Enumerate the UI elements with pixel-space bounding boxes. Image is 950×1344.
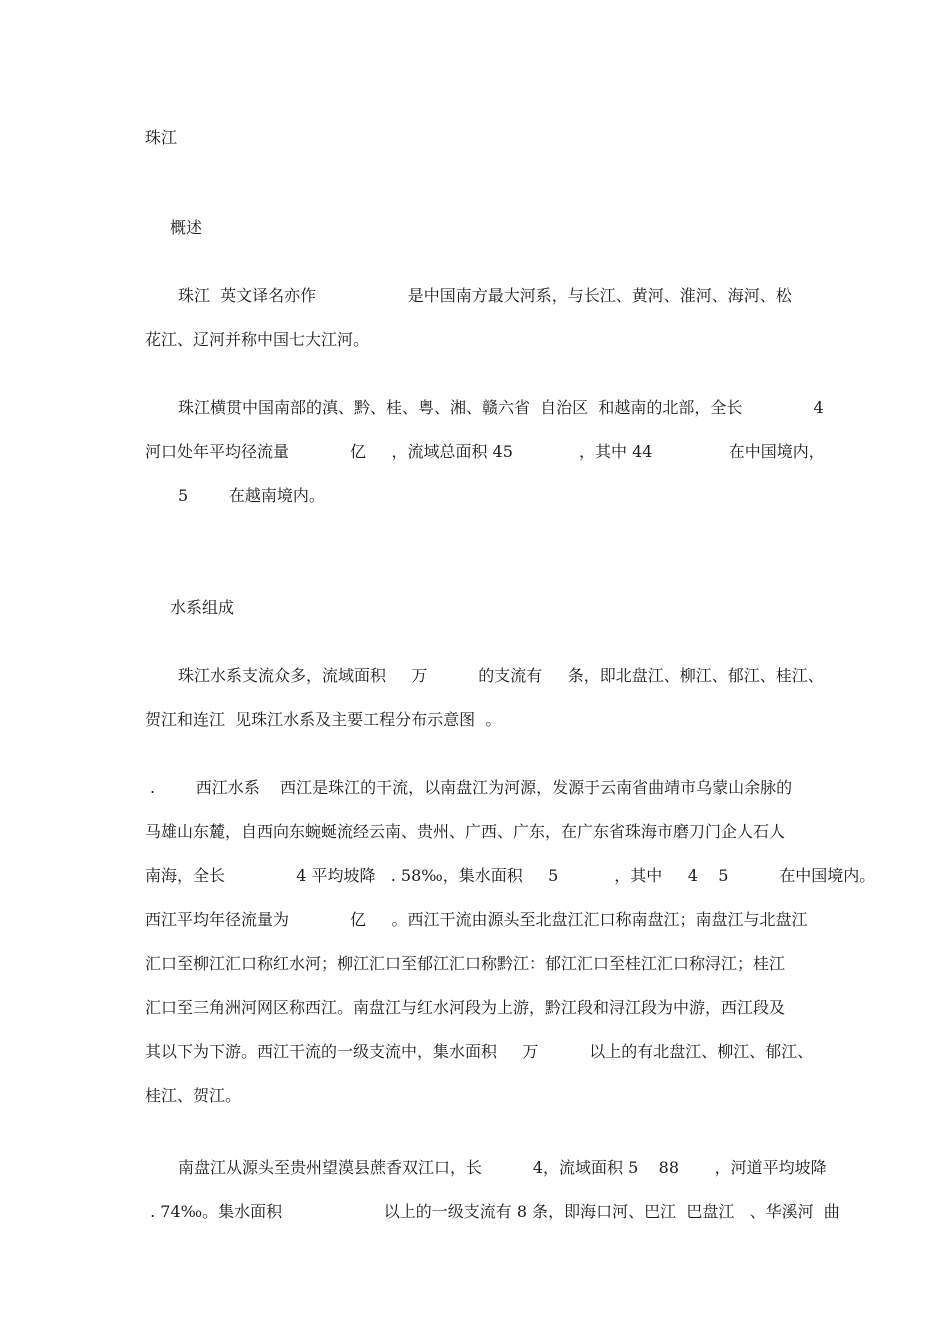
paragraph-line: 珠江 英文译名亦作 是中国南方最大河系，与长江、黄河、淮河、海河、松	[178, 286, 792, 305]
paragraph-line: 河口处年平均径流量 亿 ，流域总面积 45 ，其中 44 在中国境内，	[145, 442, 825, 461]
paragraph-line: . 74‰。集水面积 以上的一级支流有 8 条，即海口河、巴江 巴盘江 、华溪河 曲	[145, 1202, 840, 1221]
paragraph-line: 桂江、贺江。	[145, 1086, 242, 1105]
paragraph-line: 西江平均年径流量为 亿 。西江干流由源头至北盘江汇口称南盘江；南盘江与北盘江	[145, 910, 808, 929]
section-heading-overview: 概述	[170, 218, 203, 237]
paragraph-line: 汇口至三角洲河网区称西江。南盘江与红水河段为上游，黔江段和浔江段为中游，西江段及	[145, 998, 786, 1017]
paragraph-line: 5 在越南境内。	[178, 486, 325, 505]
section-heading-water-system: 水系组成	[170, 598, 235, 617]
paragraph-line: 花江、辽河并称中国七大江河。	[145, 330, 370, 349]
document-title: 珠江	[145, 128, 178, 147]
paragraph-line: . 西江水系 西江是珠江的干流，以南盘江为河源，发源于云南省曲靖市乌蒙山余脉的	[150, 778, 793, 797]
paragraph-line: 南盘江从源头至贵州望漠县蔗香双江口，长 4，流域面积 5 88 ，河道平均坡降	[178, 1158, 827, 1177]
paragraph-line: 马雄山东麓，自西向东蜿蜒流经云南、贵州、广西、广东，在广东省珠海市磨刀门企人石人	[145, 822, 786, 841]
paragraph-line: 南海，全长 4 平均坡降 . 58‰，集水面积 5 ，其中 4 5 在中国境内。	[145, 866, 876, 885]
paragraph-line: 其以下为下游。西江干流的一级支流中，集水面积 万 以上的有北盘江、柳江、郁江、	[145, 1042, 814, 1061]
paragraph-line: 贺江和连江 见珠江水系及主要工程分布示意图 。	[145, 710, 502, 729]
paragraph-line: 汇口至柳江汇口称红水河；柳江汇口至郁江汇口称黔江：郁江汇口至桂江汇口称浔江；桂江	[145, 954, 786, 973]
paragraph-line: 珠江横贯中国南部的滇、黔、桂、粤、湘、赣六省 自治区 和越南的北部，全长 4	[178, 398, 824, 417]
paragraph-line: 珠江水系支流众多，流域面积 万 的支流有 条，即北盘江、柳江、郁江、桂江、	[178, 666, 824, 685]
